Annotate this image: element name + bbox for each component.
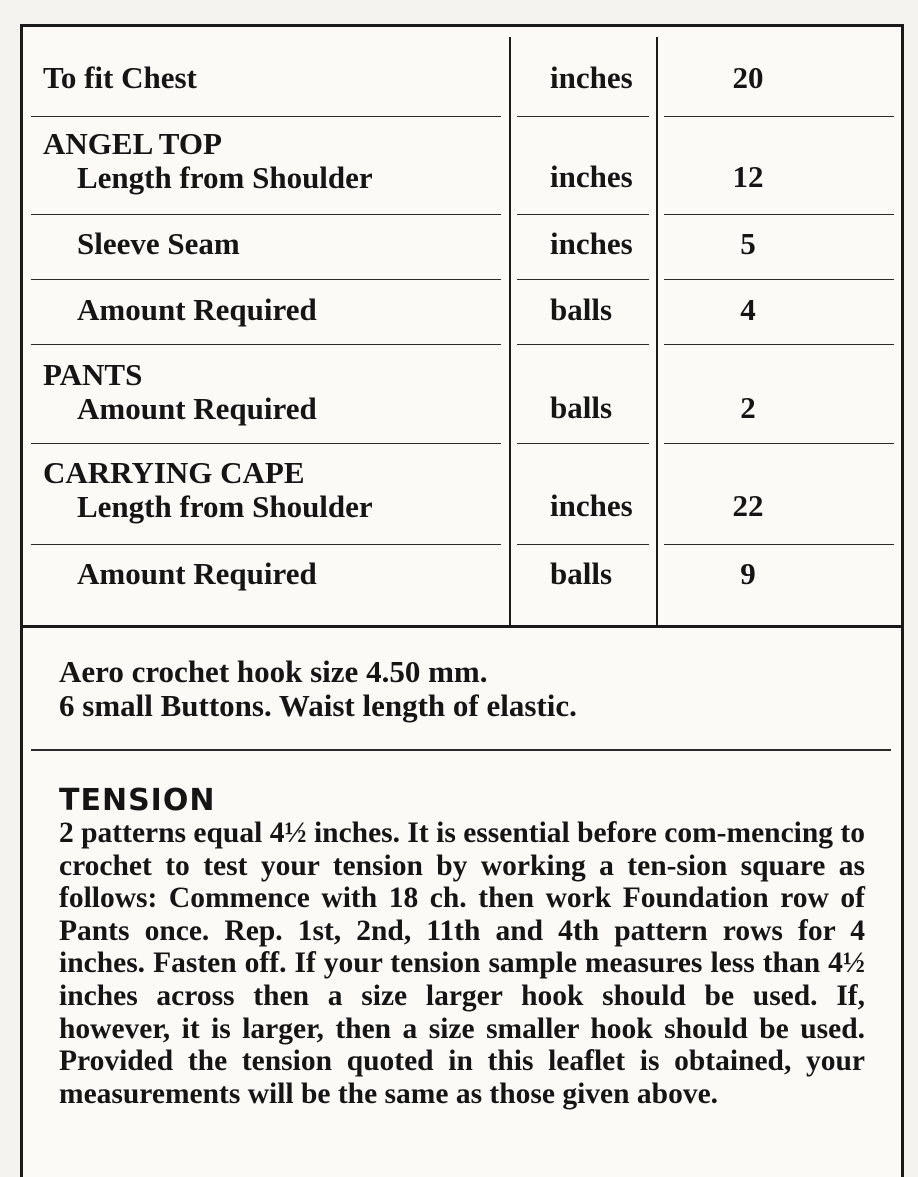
section-heading: PANTS (43, 357, 143, 392)
row-value: 9 (740, 556, 756, 591)
row-label-group (43, 127, 373, 195)
row-value: 12 (732, 159, 764, 194)
section-heading: CARRYING CAPE (43, 455, 305, 490)
materials-block (59, 655, 577, 723)
row-divider (31, 443, 501, 444)
row-label: Length from Shoulder (77, 160, 373, 195)
tension-text: 2 patterns equal 4½ inches. It is essential before com-mencing to crochet to test your tension by working a ten-sion square as follows: Commence with 18 ch. then work Foundation row of Pants once. Rep. 1st, 2nd, 11th and 4th pattern rows for 4 inches. Fasten off. If your tension sample measures less than 4½ inches across then a size larger hook should be used. If, however, it is larger, then a size smaller hook should be used. Provided the tension quoted in this leaflet is obtained, your measurements will be the same as those given above. (59, 817, 865, 1110)
row-divider (517, 279, 649, 280)
row-value: 22 (732, 488, 764, 523)
row-label: Sleeve Seam (77, 226, 240, 261)
row-label: Amount Required (77, 556, 317, 591)
row-unit: balls (550, 292, 613, 327)
row-label-group (43, 293, 317, 327)
row-unit: inches (550, 488, 633, 523)
materials-line: Aero crochet hook size 4.50 mm. (59, 654, 488, 689)
row-value: 20 (732, 60, 764, 95)
row-divider (31, 344, 501, 345)
section-divider (23, 625, 901, 628)
row-value: 2 (740, 390, 756, 425)
column-divider (656, 37, 658, 627)
row-divider (31, 279, 501, 280)
row-unit: balls (550, 390, 613, 425)
row-divider (664, 544, 894, 545)
row-label-group (43, 557, 317, 591)
column-divider (509, 37, 511, 627)
row-divider (517, 344, 649, 345)
tension-heading: TENSION (59, 783, 216, 818)
row-label-group (43, 456, 373, 524)
row-divider (664, 443, 894, 444)
section-heading: ANGEL TOP (43, 126, 222, 161)
row-divider (664, 116, 894, 117)
row-value: 4 (740, 292, 756, 327)
row-divider (664, 214, 894, 215)
row-label: Amount Required (77, 292, 317, 327)
row-label-group (43, 227, 240, 261)
row-label: To fit Chest (43, 60, 197, 95)
row-label: Length from Shoulder (77, 489, 373, 524)
row-divider (517, 116, 649, 117)
row-divider (517, 443, 649, 444)
row-divider (664, 279, 894, 280)
row-divider (517, 544, 649, 545)
row-divider (31, 116, 501, 117)
row-unit: balls (550, 556, 613, 591)
row-label: Amount Required (77, 391, 317, 426)
row-unit: inches (550, 159, 633, 194)
row-divider (31, 214, 501, 215)
row-divider (31, 544, 501, 545)
pattern-info-panel (20, 24, 904, 1177)
row-value: 5 (740, 226, 756, 261)
row-unit: inches (550, 60, 633, 95)
row-label-group (43, 358, 317, 426)
row-unit: inches (550, 226, 633, 261)
section-divider (31, 749, 891, 751)
row-divider (517, 214, 649, 215)
row-divider (664, 344, 894, 345)
materials-line: 6 small Buttons. Waist length of elastic. (59, 688, 577, 723)
